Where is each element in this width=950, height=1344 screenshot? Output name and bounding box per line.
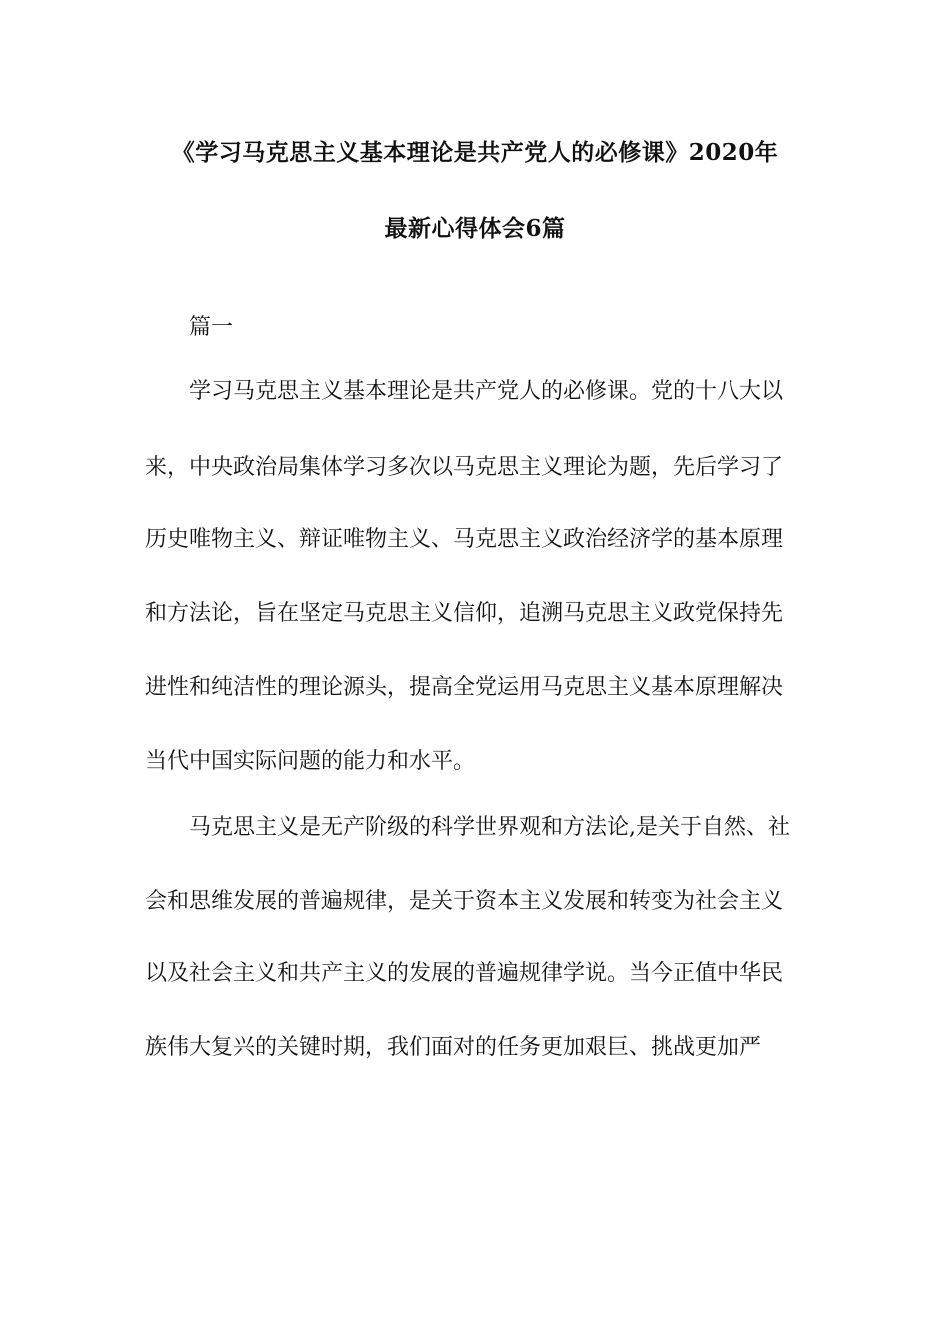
paragraph-2-line-2: 会和思维发展的普遍规律，是关于资本主义发展和转变为社会主义 [145, 889, 784, 914]
paragraph-1-line-2: 来，中央政治局集体学习多次以马克思主义理论为题，先后学习了 [145, 455, 784, 480]
paragraph-2-line-3: 以及社会主义和共产主义的发展的普遍规律学说。当今正值中华民 [145, 961, 784, 986]
paragraph-1-line-3: 历史唯物主义、辩证唯物主义、马克思主义政治经济学的基本原理 [145, 527, 784, 552]
paragraph-1-line-5: 进性和纯洁性的理论源头，提高全党运用马克思主义基本原理解决 [145, 675, 784, 700]
paragraph-2-line-4: 族伟大复兴的关键时期，我们面对的任务更加艰巨、挑战更加严 [145, 1035, 762, 1060]
paragraph-1-line-4: 和方法论，旨在坚定马克思主义信仰，追溯马克思主义政党保持先 [145, 601, 784, 626]
paragraph-2-line-1: 马克思主义是无产阶级的科学世界观和方法论,是关于自然、社 [189, 815, 790, 840]
paragraph-1-line-6: 当代中国实际问题的能力和水平。 [145, 749, 476, 774]
document-title-line-2: 最新心得体会6篇 [384, 215, 566, 242]
document-title-line-1: 《学习马克思主义基本理论是共产党人的必修课》2020年 [171, 139, 779, 166]
section-heading: 篇一 [189, 315, 234, 340]
paragraph-1-line-1: 学习马克思主义基本理论是共产党人的必修课。党的十八大以 [189, 379, 784, 404]
